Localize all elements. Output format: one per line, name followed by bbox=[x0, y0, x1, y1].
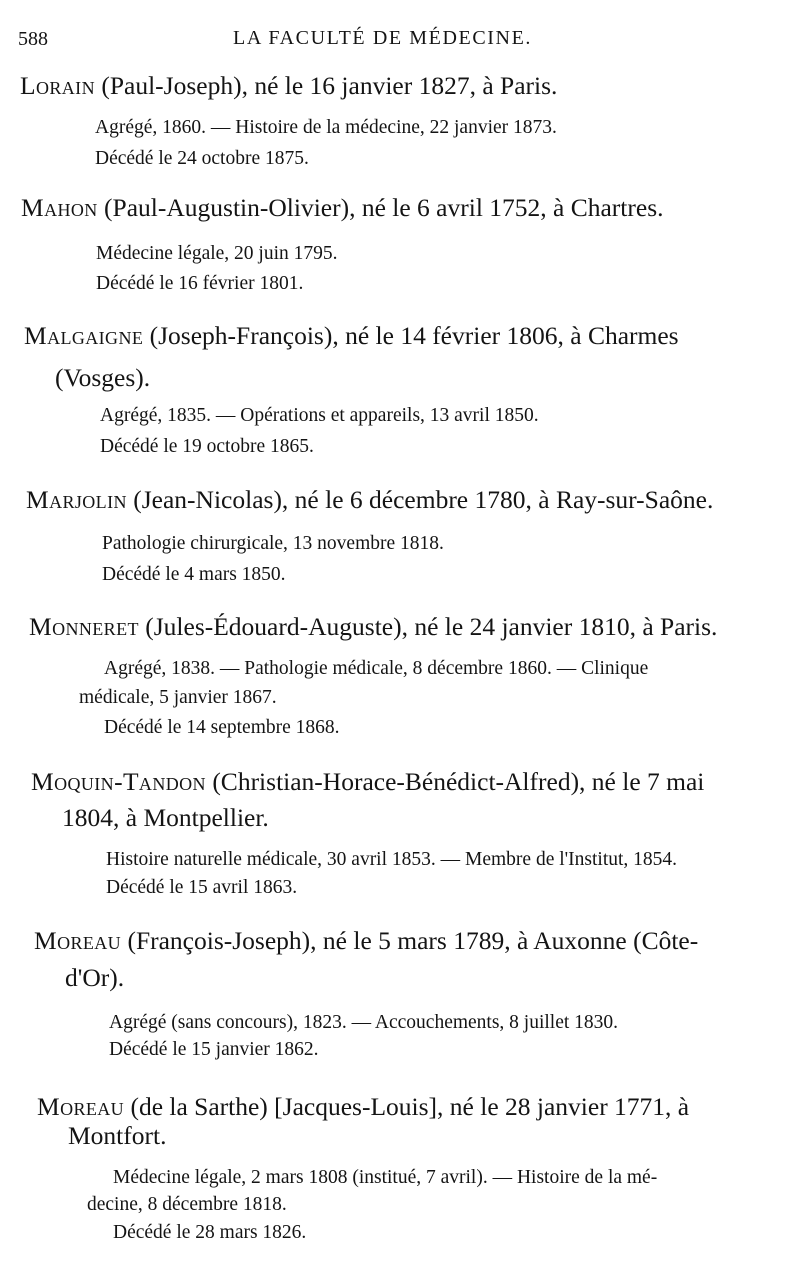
running-title: LA FACULTÉ DE MÉDECINE. bbox=[233, 27, 533, 49]
entry-heading bbox=[29, 609, 717, 645]
entry-heading-text: (Christian-Horace-Bénédict-Alfred), né le 7 mai bbox=[205, 767, 705, 796]
page-header bbox=[18, 28, 778, 54]
entry-detail: Histoire naturelle médicale, 30 avril 1853. — Membre de l'Institut, 1854. bbox=[106, 849, 678, 870]
entry-detail: Décédé le 15 janvier 1862. bbox=[109, 1039, 319, 1060]
page-number: 588 bbox=[18, 28, 48, 50]
entry-detail: Agrégé, 1835. — Opérations et appareils, 13 avril 1850. bbox=[100, 405, 539, 426]
entry-heading-text: (de la Sarthe) [Jacques-Louis], né le 28 janvier 1771, à bbox=[124, 1092, 690, 1121]
entry-surname: Moreau bbox=[34, 926, 122, 955]
entry-heading-continuation: d'Or). bbox=[65, 963, 125, 992]
entry-surname: Mahon bbox=[21, 193, 98, 222]
entry-surname: Malgaigne bbox=[24, 321, 144, 350]
entry-heading-text: (Jean-Nicolas), né le 6 décembre 1780, à Ray-sur-Saône. bbox=[126, 485, 714, 514]
entry-detail: Décédé le 19 octobre 1865. bbox=[100, 436, 314, 457]
entry-surname: Monneret bbox=[29, 612, 139, 641]
entry-heading-text: (Joseph-François), né le 14 février 1806, à Charmes bbox=[143, 321, 679, 350]
entry-heading-text: (Paul-Augustin-Olivier), né le 6 avril 1752, à Chartres. bbox=[97, 193, 664, 222]
entry-detail: médicale, 5 janvier 1867. bbox=[79, 687, 277, 708]
entry-detail: Décédé le 4 mars 1850. bbox=[102, 564, 286, 585]
entry-detail: Agrégé, 1838. — Pathologie médicale, 8 décembre 1860. — Clinique bbox=[104, 658, 649, 679]
entry-heading bbox=[34, 923, 698, 959]
entry-detail: Pathologie chirurgicale, 13 novembre 1818. bbox=[102, 533, 444, 554]
entry-heading-continuation: 1804, à Montpellier. bbox=[62, 803, 269, 832]
entry-detail: Agrégé (sans concours), 1823. — Accouchements, 8 juillet 1830. bbox=[109, 1012, 619, 1033]
entry-detail: Agrégé, 1860. — Histoire de la médecine, 22 janvier 1873. bbox=[95, 117, 557, 138]
entry-detail: Décédé le 14 septembre 1868. bbox=[104, 717, 340, 738]
entry-surname: Moquin-Tandon bbox=[31, 767, 206, 796]
entry-heading bbox=[26, 482, 713, 518]
entry-heading bbox=[31, 764, 704, 800]
entry-heading bbox=[21, 190, 664, 226]
entry-detail: Décédé le 24 octobre 1875. bbox=[95, 148, 309, 169]
entry-detail: Médecine légale, 2 mars 1808 (institué, 7 avril). — Histoire de la mé- bbox=[113, 1167, 658, 1188]
entry-detail: decine, 8 décembre 1818. bbox=[87, 1194, 287, 1215]
entry-heading-text: (Paul-Joseph), né le 16 janvier 1827, à Paris. bbox=[94, 71, 558, 100]
entry-detail: Décédé le 15 avril 1863. bbox=[106, 877, 298, 898]
entry-surname: Moreau bbox=[37, 1092, 125, 1121]
entry-surname: Marjolin bbox=[26, 485, 127, 514]
entry-surname: Lorain bbox=[20, 71, 95, 100]
entry-heading bbox=[24, 318, 679, 354]
entry-detail: Décédé le 28 mars 1826. bbox=[113, 1222, 307, 1243]
entry-heading bbox=[20, 68, 557, 104]
entry-detail: Médecine légale, 20 juin 1795. bbox=[96, 243, 338, 264]
entry-heading-text: (Jules-Édouard-Auguste), né le 24 janvier 1810, à Paris. bbox=[138, 612, 718, 641]
entry-heading-continuation: Montfort. bbox=[68, 1121, 167, 1150]
entry-heading-text: (François-Joseph), né le 5 mars 1789, à Auxonne (Côte- bbox=[121, 926, 699, 955]
entry-heading-continuation: (Vosges). bbox=[55, 363, 151, 392]
entry-detail: Décédé le 16 février 1801. bbox=[96, 273, 304, 294]
